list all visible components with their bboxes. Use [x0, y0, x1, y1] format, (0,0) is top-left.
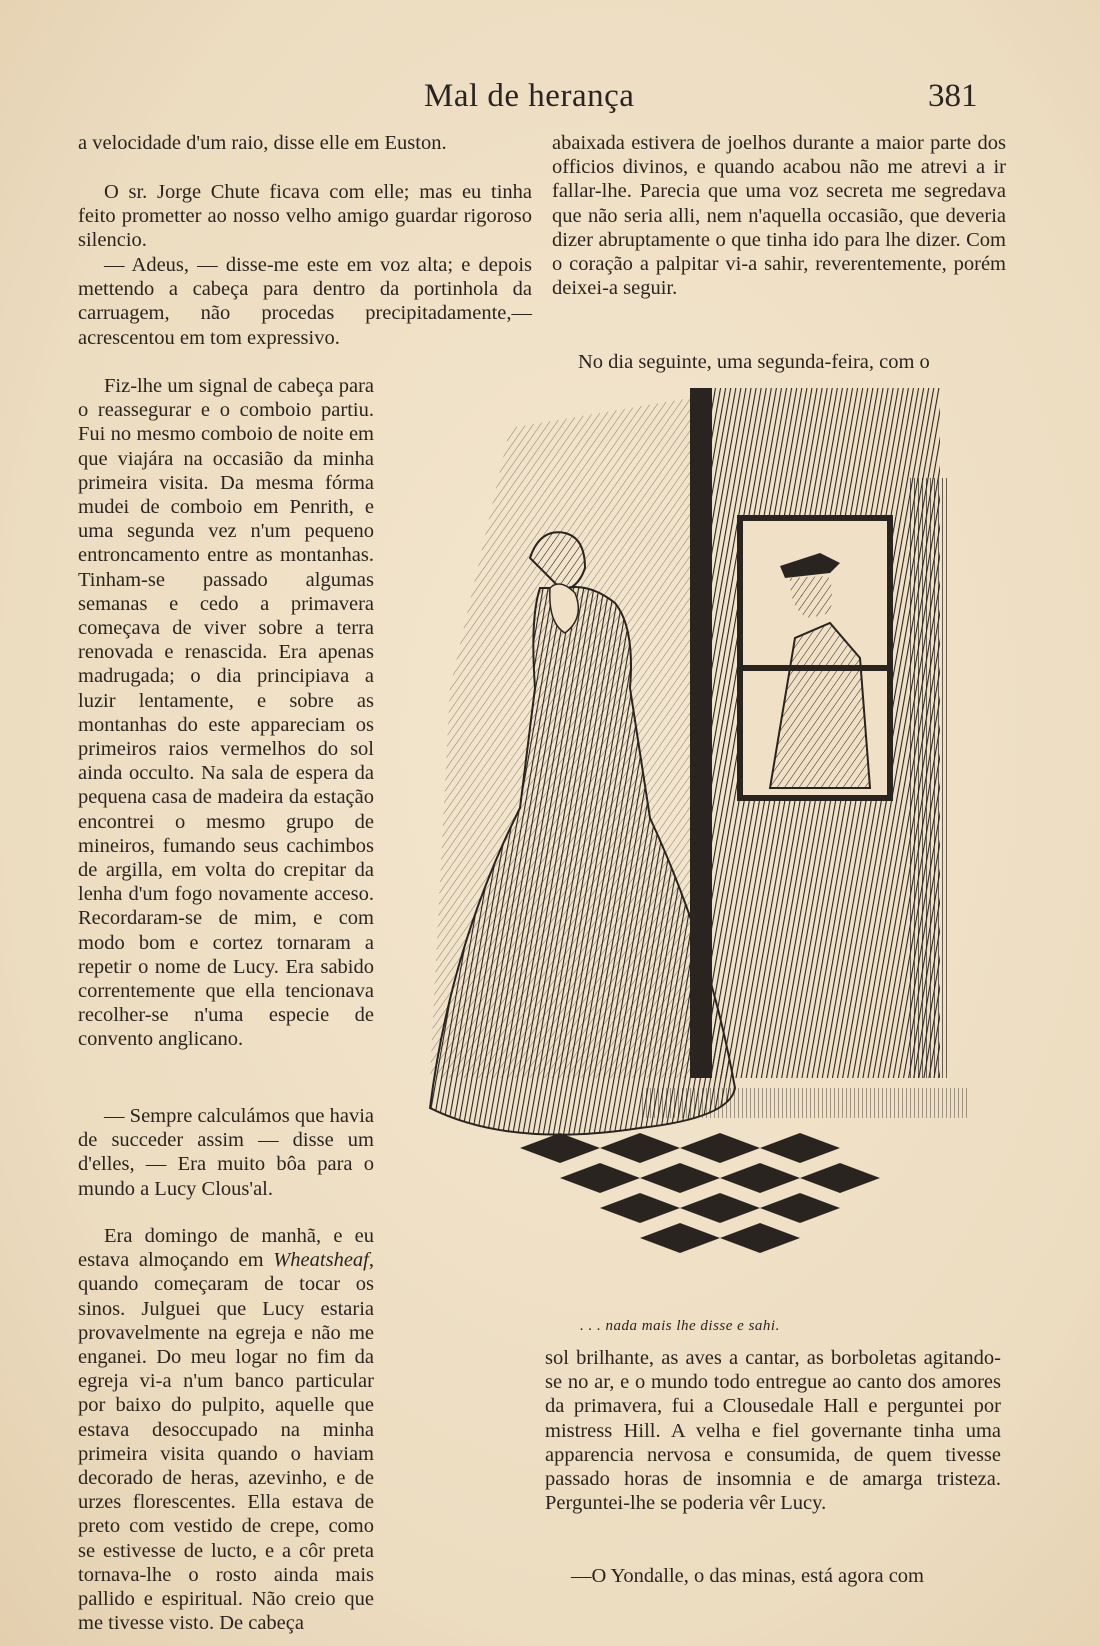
paragraph-left-4: Fiz-lhe um signal de cabeça para o reassegurar e o comboio partiu. Fui no mesmo comboio de noite em que viajára na occasião da minha primeira visita. Da mesma fórma mudei de comboio em Penrith, e uma segunda vez n'um pequeno entroncamento entre as montanhas. Tinham-se passado algumas semanas e cedo a primavera começava de viver sobre a terra renovada e renascida. Era apenas madrugada; o dia principiava a luzir lentamente, e sobre as montanhas do este appareciam os primeiros raios vermelhos do sol ainda occulto. Na sala de espera da pequena casa de madeira da estação encontrei o mesmo grupo de mineiros, fumando seus cachimbos de argilla, em volta do crepitar da lenha d'um fogo novamente acceso. Recordaram-se de mim, e com modo bom e cortez tornaram a repetir o nome de Lucy. Era sabido correntemente que ella tencionava recolher-se n'uma especie de convento anglicano. [78, 375, 374, 1051]
paragraph-left-3: — Adeus, — disse-me este em voz alta; e depois mettendo a cabeça para dentro da portinhola da carruagem, não procedas precipitadamente,—acrescentou em tom expressivo. [78, 254, 532, 349]
paragraph-left-5: — Sempre calculámos que havia de succeder assim — disse um d'elles, — Era muito bôa para o mundo a Lucy Clous'al. [78, 1105, 374, 1200]
illustration-caption: . . . nada mais lhe disse e sahi. [580, 1318, 780, 1334]
running-header-title: Mal de herança [424, 78, 635, 114]
paragraph-left-2: O sr. Jorge Chute ficava com elle; mas eu tinha feito prometter ao nosso velho amigo guardar rigoroso silencio. [78, 181, 532, 252]
paragraph-left-1: a velocidade d'um raio, disse elle em Euston. [78, 132, 447, 154]
paragraph-right-2: No dia seguinte, uma segunda-feira, com o [578, 351, 930, 373]
paragraph-right-3: sol brilhante, as aves a cantar, as borboletas agitando-se no ar, e o mundo todo entregue ao canto dos amores da primavera, fui a Clousedale Hall e perguntei por mistress Hill. A velha e fiel governante tinha uma apparencia nervosa e consumida, de quem tivesse passado horas de insomnia e de amarga tristeza. Perguntei-lhe se poderia vêr Lucy. [545, 1347, 1001, 1515]
page-number: 381 [928, 78, 978, 114]
engraving-illustration [390, 388, 1020, 1308]
paragraph-right-4: —O Yondalle, o das minas, está agora com [571, 1565, 924, 1587]
paragraph-right-1: abaixada estivera de joelhos durante a maior parte dos officios divinos, e quando acabou não me atrevi a ir fallar-lhe. Parecia que uma voz secreta me segredava que não seria alli, nem n'aquella occasião, que deveria dizer abruptamente o que tinha ido para lhe dizer. Com o coração a palpitar vi-a sahir, reverentemente, porém deixei-a seguir. [552, 132, 1006, 300]
paragraph-left-6-start: Era domingo de manhã, e eu estava almoçando em [78, 1225, 374, 1272]
paragraph-left-6-top [78, 1224, 374, 1635]
paragraph-left-6-emphasis: Wheatsheaf [273, 1249, 369, 1272]
paragraph-left-6-rest: , quando começaram de tocar os sinos. Julguei que Lucy estaria provavelmente na egreja e não me enganei. Do meu logar no fim da egreja vi-a n'um banco particular por baixo do pulpito, aquelle que estava desoccupado na minha primeira visita quando o haviam decorado de heras, azevinho, e de urzes florescentes. Ella estava de preto com vestido de crepe, como se estivesse de lucto, e a côr preta tornava-lhe o rosto ainda mais pallido e espiritual. Não creio que me tivesse visto. De cabeça [78, 1249, 374, 1635]
